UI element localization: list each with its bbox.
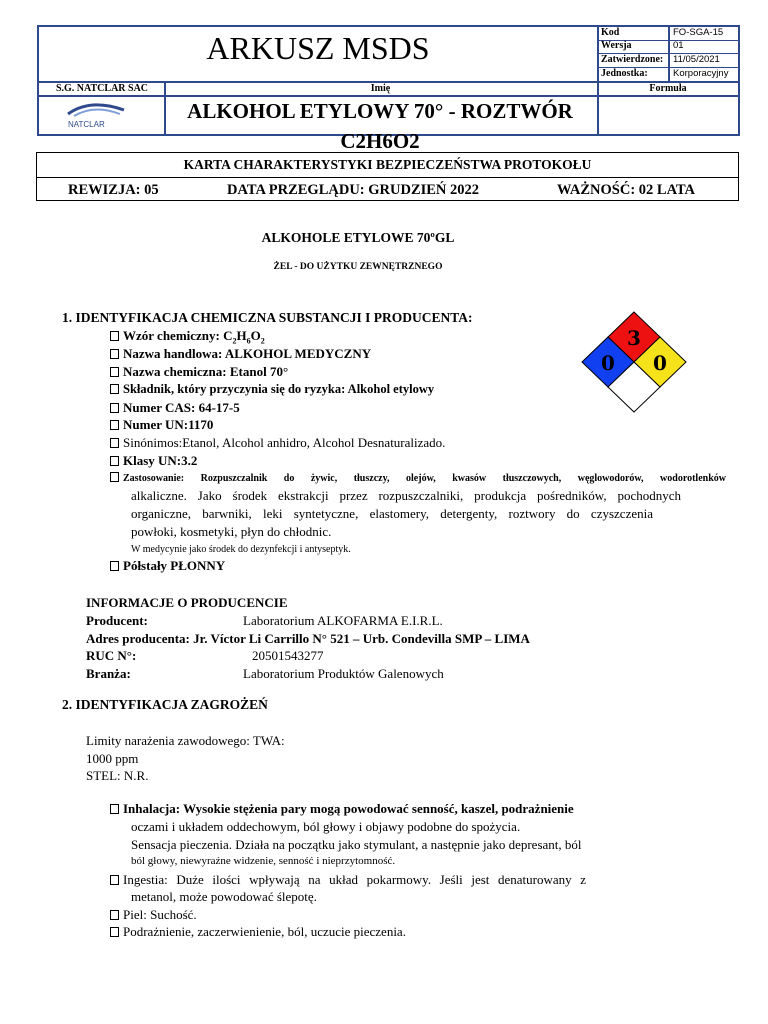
inhalation-line-4: ból głowy, niewyraźne widzenie, senność i nieprzytomność.	[131, 855, 396, 867]
use-line-5: W medycynie jako środek do dezynfekcji i antyseptyk.	[131, 544, 351, 555]
use-line-4: powłoki, kosmetyki, płyn do chłodnic.	[131, 524, 332, 539]
sheet-title: ARKUSZ MSDS	[206, 30, 430, 66]
eye-effect: Podrażnienie, zaczerwienienie, ból, uczucie pieczenia.	[110, 923, 406, 940]
physical-state: Półstały PŁONNY	[110, 557, 225, 574]
protocol-title: KARTA CHARAKTERYSTYKI BEZPIECZEŃSTWA PROTOKOŁU	[183, 157, 592, 172]
nfpa-diamond	[580, 311, 688, 413]
trade-name: Nazwa handlowa: ALKOHOL MEDYCZNY	[110, 345, 371, 362]
checkbox-icon	[110, 331, 119, 341]
inhalation-line-3: Sensacja pieczenia. Działa na początku jako stymulant, a następnie jako depresant, ból	[131, 837, 582, 852]
checkbox-icon	[110, 438, 119, 448]
checkbox-icon	[110, 367, 119, 377]
product-name: ALKOHOL ETYLOWY 70° - ROZTWÓR C2H6O2	[187, 99, 573, 153]
revision: REWIZJA: 05	[68, 182, 159, 198]
checkbox-icon	[110, 875, 119, 885]
risk-component: Składnik, który przyczynia się do ryzyka: Alkohol etylowy	[110, 381, 434, 398]
producer-value: Laboratorium ALKOFARMA E.I.R.L.	[243, 613, 443, 628]
skin-effect: Piel: Suchość.	[110, 906, 197, 923]
validity: WAŻNOŚĆ: 02 LATA	[557, 182, 696, 198]
meta-version-value: 01	[673, 40, 684, 51]
meta-unit-value: Korporacyjny	[673, 68, 729, 79]
un-class: Klasy UN:3.2	[110, 452, 197, 469]
company-logo	[60, 98, 130, 134]
doc-subtitle: ŻEL - DO UŻYTKU ZEWNĘTRZNEGO	[273, 262, 443, 272]
logo-text: NATCLAR	[68, 120, 105, 129]
checkbox-icon	[110, 804, 119, 814]
meta-approved-label: Zatwierdzone:	[601, 54, 664, 65]
checkbox-icon	[110, 472, 119, 482]
inhalation-line-1: Inhalacja: Wysokie stężenia pary mogą powodować senność, kaszel, podrażnienie	[110, 800, 574, 817]
meta-code-label: Kod	[601, 27, 620, 38]
company-label: S.G. NATCLAR SAC	[55, 83, 149, 94]
checkbox-icon	[110, 349, 119, 359]
review-date: DATA PRZEGLĄDU: GRUDZIEŃ 2022	[227, 182, 480, 198]
exposure-limits-2: 1000 ppm	[86, 751, 139, 766]
ruc-value: 20501543277	[252, 648, 324, 663]
inhalation-line-2: oczami i układem oddechowym, ból głowy i objawy podobne do spożycia.	[131, 819, 521, 834]
nfpa-instability-value: 0	[653, 351, 667, 375]
meta-code-value: FO-SGA-15	[673, 27, 724, 38]
nfpa-flammability-value: 3	[627, 326, 641, 350]
section2-heading: 2. IDENTYFIKACJA ZAGROŻEŃ	[62, 697, 268, 712]
checkbox-icon	[110, 910, 119, 920]
protocol-box	[36, 152, 739, 201]
industry-label: Branża:	[86, 666, 131, 681]
checkbox-icon	[110, 420, 119, 430]
use-line-3: organiczne, barwniki, leki syntetyczne, elastomery, detergenty, roztwory do czyszczenia	[131, 506, 653, 521]
formula-label: Formuła	[649, 83, 687, 94]
name-label: Imię	[370, 83, 391, 94]
doc-title: ALKOHOLE ETYLOWE 70ºGL	[261, 230, 455, 245]
meta-approved-value: 11/05/2021	[673, 54, 720, 65]
producer-heading: INFORMACJE O PRODUCENCIE	[86, 595, 288, 610]
checkbox-icon	[110, 927, 119, 937]
nfpa-health-value: 0	[601, 351, 615, 375]
nfpa-diamond-icon	[580, 311, 688, 413]
chemical-name: Nazwa chemiczna: Etanol 70°	[110, 363, 288, 380]
use-line-2: alkaliczne. Jako środek ekstrakcji przez rozpuszczalniki, produkcja pośredników, pochodnych	[131, 488, 681, 503]
chemical-formula: Wzór chemiczny: $C_2H_6O_2$	[110, 327, 265, 350]
ingestion-line-1: Ingestia: Duże ilości wpływają na układ pokarmowy. Jeśli jest denaturowany z	[110, 871, 586, 888]
meta-grid	[597, 27, 738, 81]
synonyms: Sinónimos:Etanol, Alcohol anhidro, Alcohol Desnaturalizado.	[110, 434, 445, 451]
exposure-limits-3: STEL: N.R.	[86, 768, 149, 783]
producer-label: Producent:	[86, 613, 148, 628]
producer-address: Adres producenta: Jr. Víctor Li Carrillo N° 521 – Urb. Condevilla SMP – LIMA	[86, 631, 530, 646]
cas-number: Numer CAS: 64-17-5	[110, 399, 240, 416]
ruc-label: RUC N°:	[86, 648, 137, 663]
meta-unit-label: Jednostka:	[601, 68, 648, 79]
ingestion-line-2: metanol, może powodować ślepotę.	[131, 889, 317, 904]
checkbox-icon	[110, 403, 119, 413]
checkbox-icon	[110, 384, 119, 394]
checkbox-icon	[110, 456, 119, 466]
industry-value: Laboratorium Produktów Galenowych	[243, 666, 444, 681]
use-line-1: Zastosowanie: Rozpuszczalnik do żywic, tłuszczy, olejów, kwasów tłuszczowych, węglowodorów, wodorotlenków	[110, 470, 726, 487]
meta-version-label: Wersja	[601, 40, 632, 51]
un-number: Numer UN:1170	[110, 416, 213, 433]
exposure-limits-1: Limity narażenia zawodowego: TWA:	[86, 733, 285, 748]
section1-heading: 1. IDENTYFIKACJA CHEMICZNA SUBSTANCJI I PRODUCENTA:	[62, 310, 473, 325]
checkbox-icon	[110, 561, 119, 571]
